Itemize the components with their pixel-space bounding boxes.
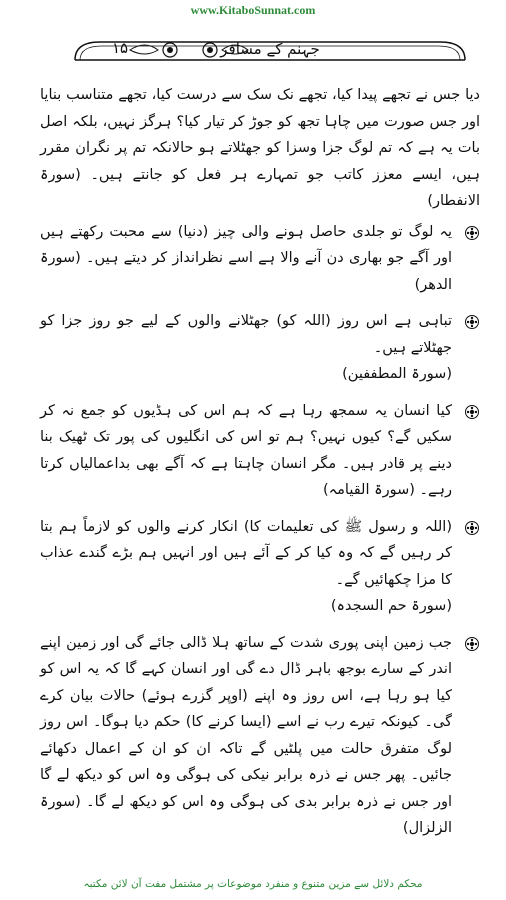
flower-bullet-icon — [464, 314, 480, 330]
footer-tagline: محکم دلائل سے مزین متنوع و منفرد موضوعات پر مشتمل مفت آن لائن مکتبہ — [83, 878, 423, 890]
verse-item — [40, 308, 480, 388]
verse-item — [40, 514, 480, 620]
flower-bullet-icon — [464, 520, 480, 536]
verse-text: تباہی ہے اس روز (اللہ کو) جھٹلانے والوں کے لیے جو روز جزا کو جھٹلاتے ہیں۔ — [40, 313, 452, 356]
verse-text: کیا انسان یہ سمجھ رہا ہے کہ ہم اس کی ہڈیوں کو جمع نہ کر سکیں گے؟ کیوں نہیں؟ ہم تو اس کی انگلیوں کی پور تک ٹھیک بنا دینے پر قادر ہیں۔ مگر انسان چاہتا ہے کہ آگے بھی بداعمالیاں کرتا رہے۔ — [40, 402, 452, 498]
verse-text: جب زمین اپنی پوری شدت کے ساتھ ہلا ڈالی جائے گی اور زمین اپنے اندر کے سارے بوجھ باہر ڈال دے گی اور انسان کہے گا کہ یہ اس کو کیا ہو رہا ہے، اس روز وہ اپنے (اوپر گزرے ہوئے) حالات بیان کرے گی۔ کیونکہ تیرے رب نے اسے (ایسا کرنے کا) حکم دیا ہوگا۔ اس روز لوگ متفرق حالت میں پلٹیں گے تاکہ ان کو ان کے اعمال دکھائے جائیں۔ پھر جس نے ذرہ برابر نیکی کی ہوگی وہ اس کو دیکھ لے گا اور جس نے ذرہ برابر بدی کی ہوگی وہ اس کو دیکھ لے گا۔ — [40, 634, 452, 810]
page-number: ۱۵ — [111, 39, 129, 57]
verse-reference: (سورۃ المطففین) — [342, 366, 452, 382]
intro-reference: (سورۃ الانفطار) — [40, 166, 480, 209]
verse-text: یہ لوگ تو جلدی حاصل ہونے والی چیز (دنیا) سے محبت رکھتے ہیں اور آگے جو بھاری دن آنے والا ہے اسے نظرانداز کر دیتے ہیں۔ — [40, 223, 453, 266]
verse-item — [40, 398, 480, 504]
verse-reference: (سورۃ حم السجدہ) — [330, 598, 452, 614]
verse-text: (اللہ و رسول ﷺ کی تعلیمات کا) انکار کرنے والوں کو لازماً ہم بتا کر رہیں گے کہ وہ کیا کر کے آئے ہیں اور انہیں ہم بڑے گندے عذاب کا مزا چکھائیں گے۔ — [40, 518, 452, 588]
page-body — [40, 82, 480, 852]
flower-bullet-icon — [464, 636, 480, 652]
site-url: www.KitaboSunnat.com — [190, 3, 316, 17]
verse-item — [40, 219, 480, 299]
intro-text: دیا جس نے تجھے پیدا کیا، تجھے نک سک سے درست کیا، تجھے متناسب بنایا اور جس صورت میں چاہا تجھ کو جوڑ کر تیار کیا؟ ہرگز نہیں، بلکہ اصل بات یہ ہے کہ تم لوگ جزا وسزا کو جھٹلاتے ہو حالانکہ تم پر نگران مقرر ہیں، ایسے معزز کاتب جو تمہارے ہر فعل کو جانتے ہیں۔ — [40, 87, 480, 183]
verse-item — [40, 630, 480, 842]
flower-bullet-icon — [464, 225, 480, 241]
intro-paragraph — [40, 82, 480, 215]
verse-reference: (سورۃ القیامہ) — [322, 482, 415, 498]
flower-bullet-icon — [464, 404, 480, 420]
page-header-title: جہنم کے مسافر — [220, 40, 320, 58]
verse-reference: (سورۃ الزلزال) — [40, 793, 452, 836]
verse-reference: (سورۃ الدھر) — [40, 250, 452, 293]
